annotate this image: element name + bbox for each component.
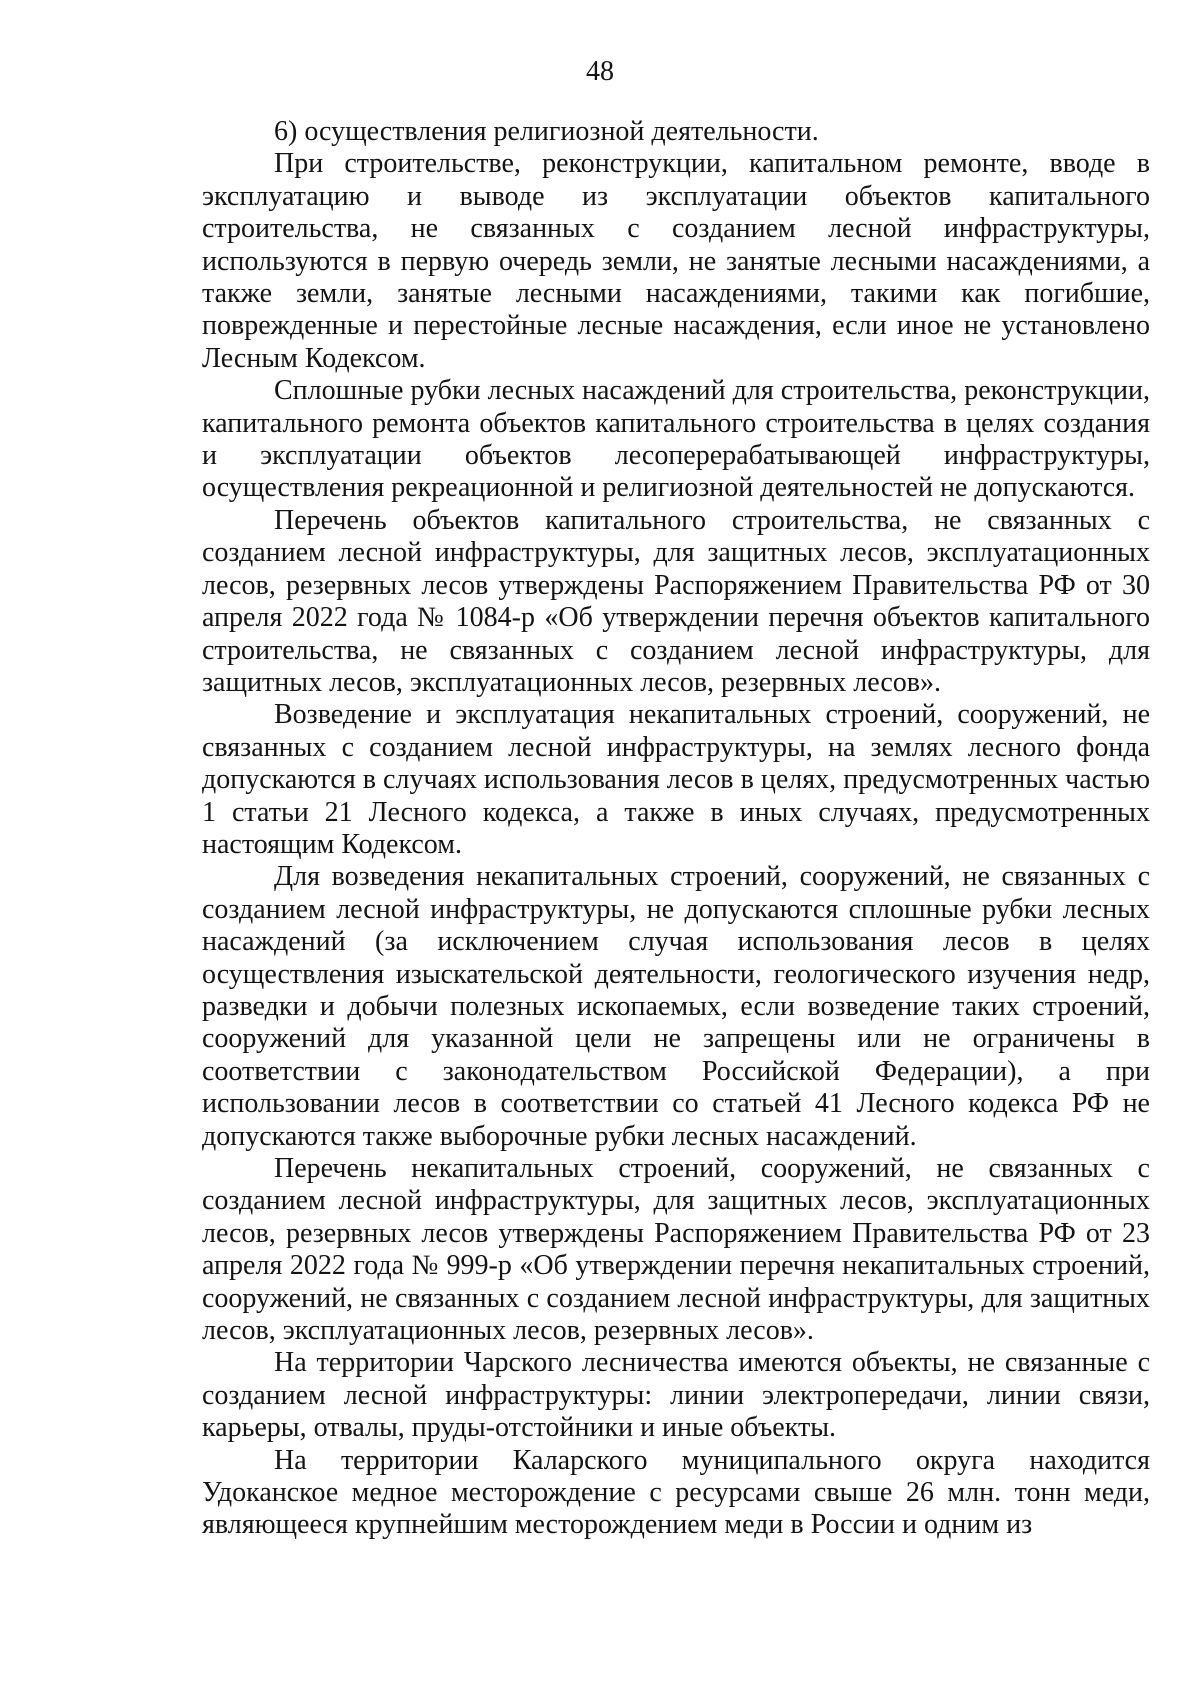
paragraph-clear-cutting-prohibition: Сплошные рубки лесных насаждений для строительства, реконструкции, капитального ремонта объектов капитального строительства в целях создания и эксплуатации объектов лесоперерабатывающей инфраструктуры, осуществления рекреационной и религиозной деятельностей не допускаются. [202,375,1150,504]
document-body [202,116,1150,1542]
paragraph-item-6: 6) осуществления религиозной деятельности. [274,116,819,147]
paragraph-udokan-deposit: На территории Каларского муниципального округа находится Удоканское медное месторождение с ресурсами свыше 26 млн. тонн меди, являющееся крупнейшим месторождением меди в России и одним из [202,1444,1150,1541]
paragraph-non-capital-cutting-rules: Для возведения некапитальных строений, сооружений, не связанных с созданием лесной инфраструктуры, не допускаются сплошные рубки лесных насаждений (за исключением случая использования лесов в целях осуществления изыскательской деятельности, геологического изучения недр, разведки и добычи полезных ископаемых, если возведение таких строений, сооружений для указанной цели не запрещены или не ограничены в соответствии с законодательством Российской Федерации), а при использовании лесов в соответствии со статьей 41 Лесного кодекса РФ не допускаются также выборочные рубки лесных насаждений. [202,861,1150,1152]
paragraph-non-capital-structures: Возведение и эксплуатация некапитальных строений, сооружений, не связанных с созданием лесной инфраструктуры, на землях лесного фонда допускаются в случаях использования лесов в целях, предусмотренных частью 1 статьи 21 Лесного кодекса, а также в иных случаях, предусмотренных настоящим Кодексом. [202,699,1150,860]
page-number: 48 [586,56,614,87]
paragraph-charsky-forestry-objects: На территории Чарского лесничества имеются объекты, не связанные с созданием лесной инфраструктуры: линии электропередачи, линии связи, карьеры, отвалы, пруды-отстойники и иные объекты. [202,1347,1150,1444]
paragraph-capital-objects-list: Перечень объектов капитального строительства, не связанных с созданием лесной инфраструктуры, для защитных лесов, эксплуатационных лесов, резервных лесов утверждены Распоряжением Правительства РФ от 30 апреля 2022 года № 1084-р «Об утверждении перечня объектов капитального строительства, не связанных с созданием лесной инфраструктуры, для защитных лесов, эксплуатационных лесов, резервных лесов». [202,504,1150,698]
paragraph-non-capital-objects-list: Перечень некапитальных строений, сооружений, не связанных с созданием лесной инфраструктуры, для защитных лесов, эксплуатационных лесов, резервных лесов утверждены Распоряжением Правительства РФ от 23 апреля 2022 года № 999-р «Об утверждении перечня некапитальных строений, сооружений, не связанных с созданием лесной инфраструктуры, для защитных лесов, эксплуатационных лесов, резервных лесов». [202,1153,1150,1347]
paragraph-construction-lands: При строительстве, реконструкции, капитальном ремонте, вводе в эксплуатацию и выводе из эксплуатации объектов капитального строительства, не связанных с созданием лесной инфраструктуры, используются в первую очередь земли, не занятые лесными насаждениями, а также земли, занятые лесными насаждениями, такими как погибшие, поврежденные и перестойные лесные насаждения, если иное не установлено Лесным Кодексом. [202,148,1150,374]
